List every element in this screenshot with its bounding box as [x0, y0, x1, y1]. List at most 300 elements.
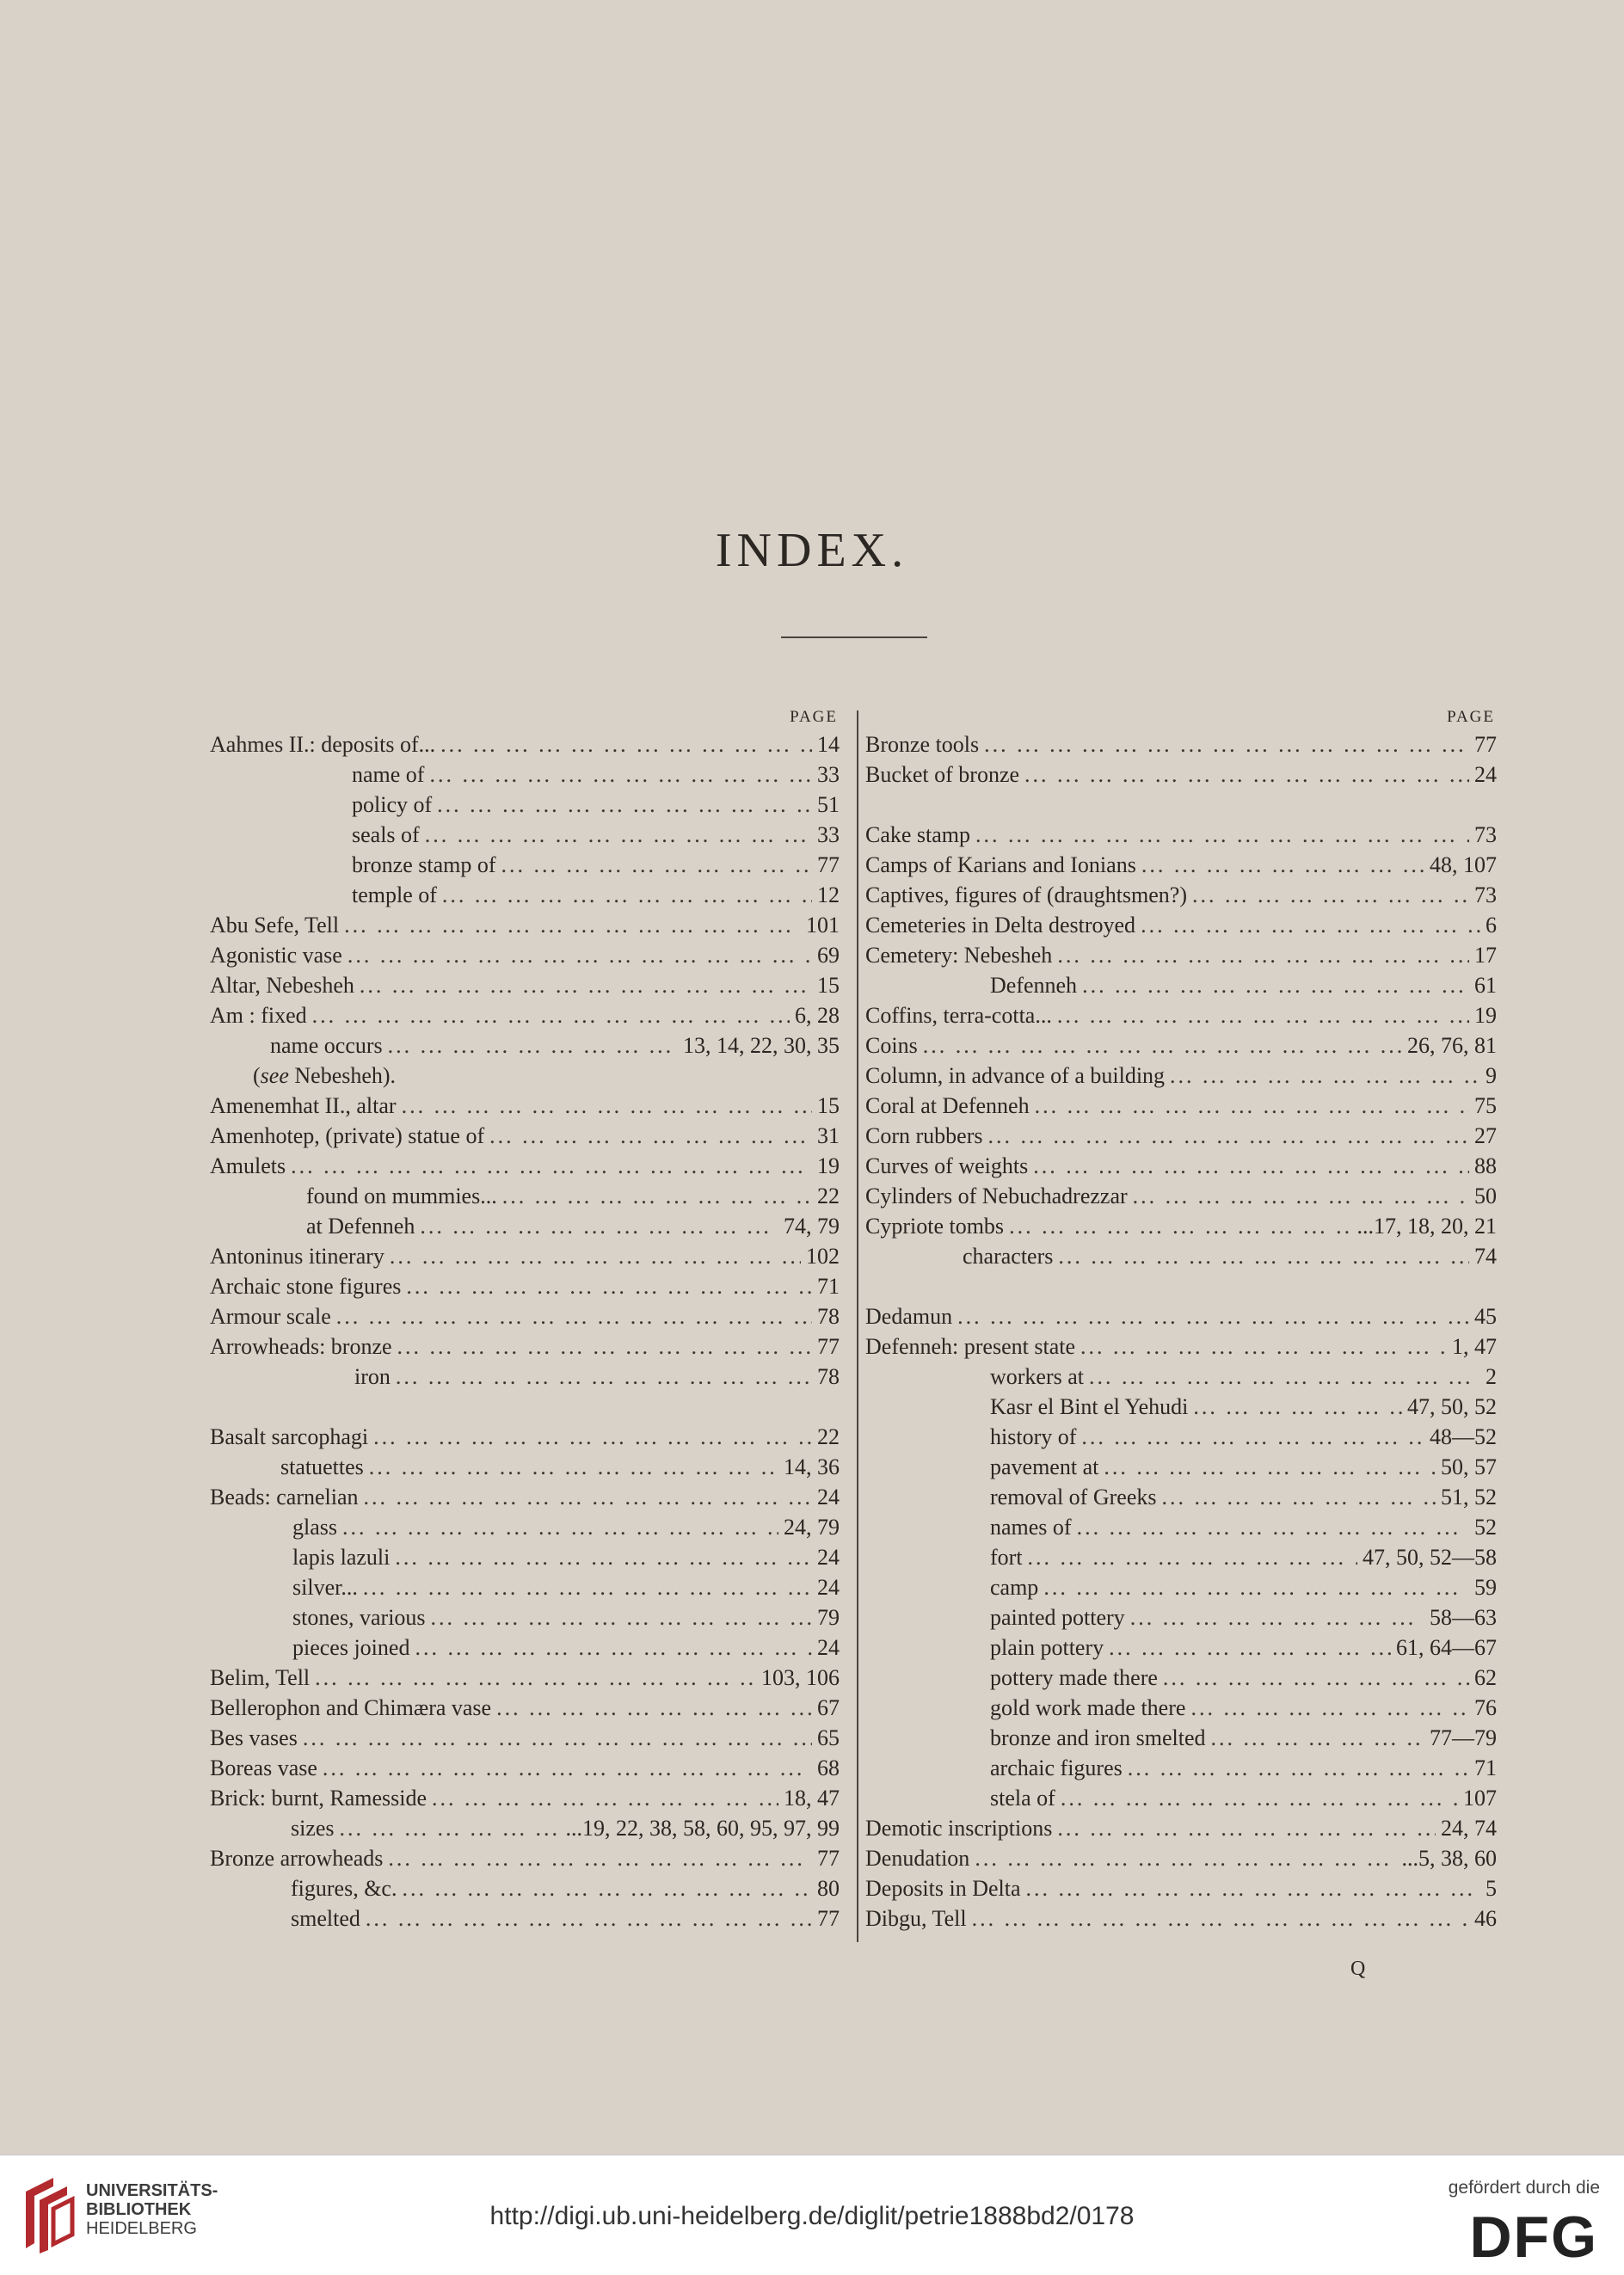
index-term: Curves of weights	[865, 1153, 1029, 1178]
index-entry	[210, 1030, 840, 1061]
index-entry	[865, 1873, 1497, 1903]
index-term: Bes vases	[210, 1725, 298, 1750]
leader-dots	[342, 1512, 778, 1542]
leader-dots	[440, 729, 812, 759]
index-entry	[865, 1723, 1497, 1753]
leader-dots	[923, 1030, 1402, 1061]
index-entry	[865, 1392, 1497, 1422]
leader-dots	[987, 1121, 1469, 1151]
index-entry	[210, 1512, 840, 1542]
leader-dots	[1170, 1061, 1480, 1091]
leader-dots	[363, 1572, 812, 1602]
index-pages: 18, 47	[784, 1786, 840, 1811]
page-column-heading: PAGE	[1447, 708, 1495, 726]
index-pages: 15	[817, 1093, 840, 1118]
leader-dots	[303, 1723, 812, 1753]
index-term: Column, in advance of a building	[865, 1063, 1166, 1088]
leader-dots	[1141, 910, 1480, 940]
leader-dots	[425, 820, 812, 850]
index-term: Cylinders of Nebuchadrezzar	[865, 1184, 1128, 1208]
index-term: Cypriote tombs	[865, 1214, 1005, 1239]
index-pages: 78	[817, 1364, 840, 1389]
index-entry	[210, 1211, 840, 1241]
index-entry	[865, 1422, 1497, 1452]
index-entry	[210, 1091, 840, 1121]
library-name-line: HEIDELBERG	[86, 2219, 197, 2238]
index-term: Denudation	[865, 1846, 970, 1871]
index-entry	[865, 880, 1497, 910]
index-term: Belim, Tell	[210, 1665, 311, 1690]
index-term: fort	[990, 1545, 1023, 1570]
index-term: pottery made there	[990, 1665, 1158, 1690]
index-pages: 71	[817, 1274, 840, 1299]
index-term: Amenemhat II., altar	[210, 1093, 397, 1118]
index-term: Demotic inscriptions	[865, 1816, 1053, 1841]
index-term: Captives, figures of (draughtsmen?)	[865, 882, 1188, 907]
index-entry	[865, 1121, 1497, 1151]
leader-dots	[396, 1362, 812, 1392]
index-entry	[865, 1693, 1497, 1723]
leader-dots	[975, 1843, 1396, 1873]
index-term: Armour scale	[210, 1304, 331, 1329]
index-pages: 68	[817, 1755, 840, 1780]
index-pages: 48—52	[1430, 1424, 1497, 1449]
index-pages: 77	[817, 852, 840, 877]
leader-dots	[360, 970, 812, 1000]
leader-dots	[1130, 1602, 1424, 1632]
index-term: Camps of Karians and Ionians	[865, 852, 1136, 877]
index-term: sizes	[291, 1816, 335, 1841]
index-term: seals of	[352, 822, 420, 847]
index-term: iron	[354, 1364, 391, 1389]
leader-dots	[1133, 1181, 1469, 1211]
leader-dots	[1061, 1783, 1458, 1813]
leader-dots	[1057, 1000, 1469, 1030]
leader-dots	[432, 1783, 778, 1813]
index-pages: 77	[817, 1846, 840, 1871]
index-entry	[210, 850, 840, 880]
index-term: Bellerophon and Chimæra vase	[210, 1695, 492, 1720]
index-pages: 75	[1474, 1093, 1497, 1118]
index-entry	[865, 1903, 1497, 1934]
leader-dots	[1081, 1422, 1424, 1452]
index-entry	[210, 880, 840, 910]
index-pages: 5	[1486, 1876, 1497, 1901]
index-pages: 24	[817, 1635, 840, 1660]
leader-dots	[1057, 1813, 1436, 1843]
index-term: Defenneh	[990, 973, 1078, 998]
leader-dots	[975, 820, 1469, 850]
index-entry	[210, 1873, 840, 1903]
index-entry	[865, 850, 1497, 880]
index-entry	[865, 1301, 1497, 1331]
index-pages: 107	[1463, 1786, 1497, 1811]
index-term: Arrowheads: bronze	[210, 1334, 392, 1359]
index-entry	[865, 1843, 1497, 1873]
index-entry	[210, 1482, 840, 1512]
leader-dots	[344, 910, 801, 940]
index-pages: 2	[1486, 1364, 1497, 1389]
index-pages: 50	[1474, 1184, 1497, 1208]
index-pages: 51	[817, 792, 840, 817]
index-term: Amulets	[210, 1153, 286, 1178]
index-term: Bronze tools	[865, 732, 980, 757]
page-column-heading: PAGE	[790, 708, 838, 726]
index-pages: 51, 52	[1441, 1485, 1497, 1509]
index-term: Abu Sefe, Tell	[210, 913, 340, 938]
permalink-url[interactable]: http://digi.ub.uni-heidelberg.de/diglit/petrie1888bd2/0178	[489, 2202, 1135, 2230]
index-pages: 52	[1474, 1515, 1497, 1540]
leader-dots	[1193, 1392, 1402, 1422]
index-pages: 48, 107	[1430, 852, 1497, 877]
index-entry	[865, 1602, 1497, 1632]
leader-dots	[429, 759, 812, 790]
index-entry	[210, 1271, 840, 1301]
index-term: camp	[990, 1575, 1039, 1600]
leader-dots	[984, 729, 1469, 759]
index-term: plain pottery	[990, 1635, 1104, 1660]
index-term: Altar, Nebesheh	[210, 973, 354, 998]
leader-dots	[315, 1663, 756, 1693]
leader-dots	[366, 1903, 812, 1934]
index-entry	[210, 1903, 840, 1934]
leader-dots	[420, 1211, 778, 1241]
footer-bar	[0, 2155, 1624, 2275]
leader-dots	[1163, 1663, 1469, 1693]
index-entry	[210, 1843, 840, 1873]
index-entry	[865, 1151, 1497, 1181]
index-term: name of	[352, 762, 425, 787]
index-term: Dedamun	[865, 1304, 953, 1329]
leader-dots	[1082, 970, 1469, 1000]
index-term: Coral at Defenneh	[865, 1093, 1030, 1118]
leader-dots	[1161, 1482, 1436, 1512]
index-entry	[865, 1091, 1497, 1121]
index-term: at Defenneh	[306, 1214, 415, 1239]
leader-dots	[1043, 1572, 1469, 1602]
index-pages: 24	[1474, 762, 1497, 787]
signature-mark: Q	[1350, 1958, 1366, 1980]
index-term: Kasr el Bint el Yehudi	[990, 1394, 1189, 1419]
index-term: Coins	[865, 1033, 918, 1058]
index-entry	[210, 1362, 840, 1392]
leader-dots	[312, 1000, 790, 1030]
leader-dots	[402, 1091, 812, 1121]
index-pages: 78	[817, 1304, 840, 1329]
index-pages: ...5, 38, 60	[1401, 1846, 1497, 1871]
index-pages: 59	[1474, 1575, 1497, 1600]
index-entry	[865, 1512, 1497, 1542]
index-pages: 73	[1474, 882, 1497, 907]
index-pages: 24, 74	[1441, 1816, 1497, 1841]
leader-dots	[1077, 1512, 1469, 1542]
leader-dots	[437, 790, 812, 820]
leader-dots	[1211, 1723, 1424, 1753]
leader-dots	[397, 1331, 812, 1362]
index-pages: 46	[1474, 1906, 1497, 1931]
leader-dots	[1058, 1241, 1469, 1271]
index-term: Defenneh: present state	[865, 1334, 1076, 1359]
index-entry	[865, 1813, 1497, 1843]
index-entry	[865, 1030, 1497, 1061]
index-entry	[210, 759, 840, 790]
index-term: stones, various	[292, 1605, 426, 1630]
index-entry	[210, 1572, 840, 1602]
index-pages: 24	[817, 1485, 840, 1509]
index-pages: 13, 14, 22, 30, 35	[683, 1033, 840, 1058]
leader-dots	[369, 1452, 778, 1482]
index-term: Bucket of bronze	[865, 762, 1020, 787]
index-pages: 74	[1474, 1244, 1497, 1269]
leader-dots	[340, 1813, 561, 1843]
index-pages: 15	[817, 973, 840, 998]
index-term: Agonistic vase	[210, 943, 342, 968]
index-pages: 47, 50, 52	[1407, 1394, 1497, 1419]
index-term: workers at	[990, 1364, 1085, 1389]
index-entry	[865, 1211, 1497, 1241]
leader-dots	[390, 1241, 801, 1271]
index-entry	[865, 1632, 1497, 1663]
index-pages: 88	[1474, 1153, 1497, 1178]
index-entry	[210, 1151, 840, 1181]
index-entry	[865, 759, 1497, 790]
leader-dots	[431, 1602, 812, 1632]
index-entry	[210, 1452, 840, 1482]
index-pages: 74, 79	[784, 1214, 840, 1239]
leader-dots	[489, 1121, 812, 1151]
index-pages: 26, 76, 81	[1407, 1033, 1497, 1058]
index-entry	[865, 970, 1497, 1000]
leader-dots	[1109, 1632, 1391, 1663]
leader-dots	[1009, 1211, 1351, 1241]
index-pages: 47, 50, 52—58	[1363, 1545, 1497, 1570]
library-name-line: UNIVERSITÄTS-	[86, 2181, 218, 2200]
leader-dots	[1192, 880, 1469, 910]
index-term: Boreas vase	[210, 1755, 317, 1780]
index-term: Corn rubbers	[865, 1123, 983, 1148]
dfg-logo: DFG	[1469, 2204, 1598, 2270]
leader-dots	[323, 1753, 812, 1783]
index-entry	[865, 1482, 1497, 1512]
index-entry	[210, 1663, 840, 1693]
index-term: policy of	[352, 792, 433, 817]
index-term: smelted	[291, 1906, 360, 1931]
index-term: archaic figures	[990, 1755, 1123, 1780]
leader-dots	[501, 850, 812, 880]
index-pages: 22	[817, 1424, 840, 1449]
leader-dots	[364, 1482, 812, 1512]
index-pages: 61	[1474, 973, 1497, 998]
index-entry	[210, 1783, 840, 1813]
index-pages: 27	[1474, 1123, 1497, 1148]
index-term: Cemeteries in Delta destroyed	[865, 913, 1136, 938]
index-entry	[210, 1301, 840, 1331]
leader-dots	[1128, 1753, 1469, 1783]
index-term: Amenhotep, (private) statue of	[210, 1123, 485, 1148]
index-term: Cake stamp	[865, 822, 971, 847]
leader-dots	[442, 880, 812, 910]
index-entry	[210, 790, 840, 820]
index-pages: ...17, 18, 20, 21	[1356, 1214, 1497, 1239]
index-entry	[865, 1753, 1497, 1783]
index-entry	[210, 1602, 840, 1632]
index-term: stela of	[990, 1786, 1055, 1811]
index-pages: 79	[817, 1605, 840, 1630]
index-term: Cemetery: Nebesheh	[865, 943, 1053, 968]
index-pages: 24	[817, 1545, 840, 1570]
index-pages: 73	[1474, 822, 1497, 847]
index-term: glass	[292, 1515, 337, 1540]
index-term: Brick: burnt, Ramesside	[210, 1786, 428, 1811]
index-pages: ...19, 22, 38, 58, 60, 95, 97, 99	[565, 1816, 840, 1841]
index-entry	[210, 1422, 840, 1452]
index-term: Deposits in Delta	[865, 1876, 1021, 1901]
index-term: Coffins, terra-cotta...	[865, 1003, 1052, 1028]
index-entry	[865, 729, 1497, 759]
index-entry	[865, 1542, 1497, 1572]
leader-dots	[1080, 1331, 1447, 1362]
page-title: INDEX.	[715, 524, 909, 577]
leader-dots	[402, 1873, 812, 1903]
index-pages: 9	[1486, 1063, 1497, 1088]
index-pages: 6, 28	[795, 1003, 840, 1028]
index-entry	[210, 1693, 840, 1723]
leader-dots	[1089, 1362, 1480, 1392]
index-pages: 71	[1474, 1755, 1497, 1780]
library-name-line: BIBLIOTHEK	[86, 2200, 192, 2219]
index-term: Beads: carnelian	[210, 1485, 359, 1509]
index-entry	[865, 910, 1497, 940]
index-entry	[865, 1000, 1497, 1030]
index-spacer	[210, 1392, 840, 1422]
index-term: lapis lazuli	[292, 1545, 391, 1570]
index-pages: 77—79	[1430, 1725, 1497, 1750]
index-entry	[210, 1121, 840, 1151]
index-entry	[210, 1241, 840, 1271]
index-pages: 58—63	[1430, 1605, 1497, 1630]
index-pages: 102	[806, 1244, 840, 1269]
index-entry	[865, 820, 1497, 850]
index-pages: 24	[817, 1575, 840, 1600]
index-pages: 14, 36	[784, 1454, 840, 1479]
index-entry	[865, 1572, 1497, 1602]
index-term: found on mummies...	[306, 1184, 497, 1208]
index-pages: 69	[817, 943, 840, 968]
leader-dots	[496, 1693, 812, 1723]
index-column-left	[210, 705, 840, 1934]
leader-dots	[502, 1181, 812, 1211]
index-pages: 6	[1486, 913, 1497, 938]
leader-dots	[291, 1151, 812, 1181]
index-pages: 33	[817, 822, 840, 847]
leader-dots	[1033, 1151, 1469, 1181]
title-rule	[781, 636, 927, 638]
index-column-right	[865, 705, 1497, 1934]
index-pages: 77	[817, 1906, 840, 1931]
leader-dots	[957, 1301, 1469, 1331]
index-pages: 14	[817, 732, 840, 757]
leader-dots	[388, 1030, 678, 1061]
index-pages: 19	[817, 1153, 840, 1178]
index-entry	[865, 1181, 1497, 1211]
index-entry	[865, 1452, 1497, 1482]
index-pages: 61, 64—67	[1396, 1635, 1497, 1660]
leader-dots	[406, 1271, 812, 1301]
index-term: characters	[963, 1244, 1054, 1269]
index-pages: 62	[1474, 1665, 1497, 1690]
index-pages: 1, 47	[1452, 1334, 1497, 1359]
leader-dots	[1035, 1091, 1469, 1121]
index-pages: 76	[1474, 1695, 1497, 1720]
index-term: names of	[990, 1515, 1072, 1540]
index-pages: 31	[817, 1123, 840, 1148]
index-pages: 65	[817, 1725, 840, 1750]
index-term: Bronze arrowheads	[210, 1846, 384, 1871]
index-term: pieces joined	[292, 1635, 410, 1660]
index-term: history of	[990, 1424, 1077, 1449]
index-term: gold work made there	[990, 1695, 1186, 1720]
index-entry	[210, 1331, 840, 1362]
index-pages: 12	[817, 882, 840, 907]
index-entry	[865, 940, 1497, 970]
leader-dots	[348, 940, 812, 970]
leader-dots	[388, 1843, 812, 1873]
column-divider	[857, 710, 858, 1942]
index-entry	[210, 1632, 840, 1663]
leader-dots	[395, 1542, 812, 1572]
index-pages: 19	[1474, 1003, 1497, 1028]
index-entry	[865, 1331, 1497, 1362]
index-pages: 103, 106	[761, 1665, 840, 1690]
index-term: name occurs	[270, 1033, 383, 1058]
index-term: removal of Greeks	[990, 1485, 1157, 1509]
index-entry	[210, 1181, 840, 1211]
leader-dots	[1104, 1452, 1436, 1482]
index-term: bronze and iron smelted	[990, 1725, 1206, 1750]
index-entry	[210, 940, 840, 970]
index-term: figures, &c.	[291, 1876, 397, 1901]
index-term: Basalt sarcophagi	[210, 1424, 369, 1449]
index-pages: 17	[1474, 943, 1497, 968]
index-entry	[210, 1723, 840, 1753]
index-entry	[210, 1542, 840, 1572]
leader-dots	[1057, 940, 1469, 970]
index-pages: 77	[1474, 732, 1497, 757]
index-term: Antoninus itinerary	[210, 1244, 384, 1269]
index-entry	[210, 1000, 840, 1030]
index-term: statuettes	[280, 1454, 364, 1479]
index-term: silver...	[292, 1575, 358, 1600]
index-term: Dibgu, Tell	[865, 1906, 967, 1931]
index-spacer	[865, 1271, 1497, 1301]
leader-dots	[415, 1632, 812, 1663]
index-entry	[210, 910, 840, 940]
leader-dots	[336, 1301, 812, 1331]
leader-dots	[972, 1903, 1469, 1934]
index-pages: 45	[1474, 1304, 1497, 1329]
index-entry	[865, 1061, 1497, 1091]
index-entry	[865, 1663, 1497, 1693]
index-term: bronze stamp of	[352, 852, 496, 877]
index-pages: 50, 57	[1441, 1454, 1497, 1479]
index-entry	[210, 1813, 840, 1843]
index-term: pavement at	[990, 1454, 1099, 1479]
leader-dots	[1028, 1542, 1357, 1572]
index-term: Aahmes II.: deposits of...	[210, 732, 436, 757]
index-entry	[210, 1753, 840, 1783]
index-entry	[865, 1241, 1497, 1271]
index-pages: 24, 79	[784, 1515, 840, 1540]
